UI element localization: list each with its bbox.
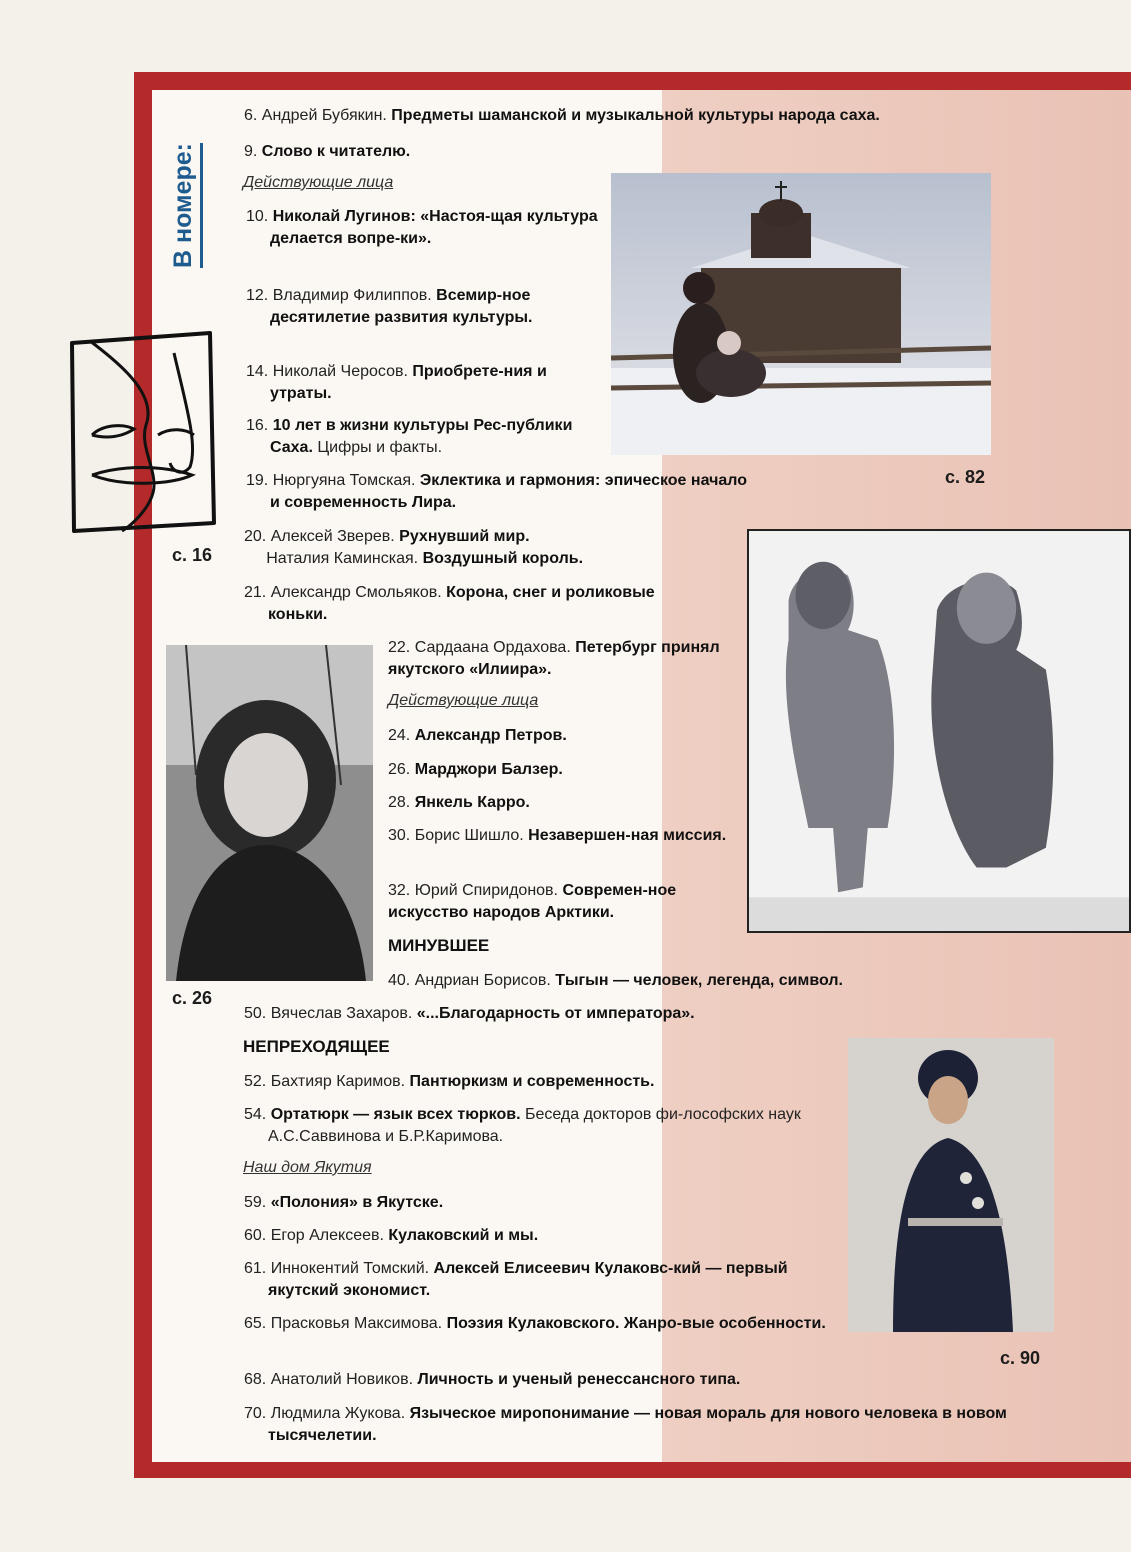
entry-61[interactable]: 61. Иннокентий Томский. Алексей Елисеевич Кулаковс-кий — первый якутский экономист. bbox=[244, 1260, 788, 1299]
entry-32[interactable]: 32. Юрий Спиридонов. Современ-ное искусство народов Арктики. bbox=[388, 882, 677, 921]
entry-6[interactable]: 6. Андрей Бубякин. Предметы шаманской и музыкальной культуры народа саха. bbox=[244, 107, 880, 124]
issue-heading: В номере: bbox=[169, 143, 203, 268]
section-past: МИНУВШЕЕ bbox=[388, 936, 490, 955]
church-photo bbox=[611, 173, 991, 455]
entry-12[interactable]: 12. Владимир Филиппов. Всемир-ное десятилетие развития культуры. bbox=[246, 287, 533, 326]
figures-sculpture-photo bbox=[747, 529, 1131, 933]
caption-p26: с. 26 bbox=[172, 988, 213, 1008]
costume-portrait-photo bbox=[848, 1038, 1054, 1332]
entry-24[interactable]: 24. Александр Петров. bbox=[388, 727, 567, 744]
section-actors-1: Действующие лица bbox=[243, 174, 394, 191]
caption-p16: с. 16 bbox=[172, 545, 213, 565]
entry-60[interactable]: 60. Егор Алексеев. Кулаковский и мы. bbox=[244, 1227, 539, 1244]
section-actors-2: Действующие лица bbox=[388, 692, 539, 709]
entry-16[interactable]: 16. 10 лет в жизни культуры Рес-публики Саха. Цифры и факты. bbox=[246, 417, 573, 456]
entry-40[interactable]: 40. Андриан Борисов. Тыгын — человек, легенда, символ. bbox=[388, 972, 843, 989]
section-enduring: НЕПРЕХОДЯЩЕЕ bbox=[243, 1037, 390, 1056]
caption-p90: с. 90 bbox=[1000, 1348, 1041, 1368]
entry-68[interactable]: 68. Анатолий Новиков. Личность и ученый ренессансного типа. bbox=[244, 1371, 741, 1388]
entry-70[interactable]: 70. Людмила Жукова. Языческое миропонимание — новая мораль для нового человека в новом тысячелетии. bbox=[244, 1405, 1007, 1444]
entry-54[interactable]: 54. Ортатюрк — язык всех тюрков. Беседа докторов фи-лософских наук А.С.Саввинова и Б.Р.Каримова. bbox=[244, 1106, 801, 1145]
entry-10[interactable]: 10. Николай Лугинов: «Настоя-щая культура делается вопре-ки». bbox=[246, 208, 598, 247]
entry-9[interactable]: 9. Слово к читателю. bbox=[244, 143, 411, 160]
entry-30[interactable]: 30. Борис Шишло. Незавершен-ная миссия. bbox=[388, 827, 727, 844]
entry-59[interactable]: 59. «Полония» в Якутске. bbox=[244, 1194, 444, 1211]
entry-14[interactable]: 14. Николай Черосов. Приобрете-ния и утраты. bbox=[246, 363, 547, 402]
entry-22[interactable]: 22. Сардаана Ордахова. Петербург принял якутского «Илиира». bbox=[388, 639, 720, 678]
entry-19[interactable]: 19. Нюргуяна Томская. Эклектика и гармония: эпическое начало и современность Лира. bbox=[246, 472, 747, 511]
entry-21[interactable]: 21. Александр Смольяков. Корона, снег и роликовые коньки. bbox=[244, 584, 655, 623]
caption-p82: с. 82 bbox=[945, 467, 986, 487]
entry-65[interactable]: 65. Прасковья Максимова. Поэзия Кулаковского. Жанро-вые особенности. bbox=[244, 1315, 826, 1332]
entry-20[interactable]: 20. Алексей Зверев. Рухнувший мир. Наталия Каминская. Воздушный король. bbox=[244, 528, 584, 567]
face-drawing-icon bbox=[62, 325, 218, 537]
entry-52[interactable]: 52. Бахтияр Каримов. Пантюркизм и современность. bbox=[244, 1073, 655, 1090]
entry-50[interactable]: 50. Вячеслав Захаров. «...Благодарность от императора». bbox=[244, 1005, 695, 1022]
entry-26[interactable]: 26. Марджори Балзер. bbox=[388, 761, 563, 778]
entry-28[interactable]: 28. Янкель Карро. bbox=[388, 794, 530, 811]
section-home: Наш дом Якутия bbox=[243, 1159, 372, 1176]
woman-portrait-photo bbox=[166, 645, 373, 981]
